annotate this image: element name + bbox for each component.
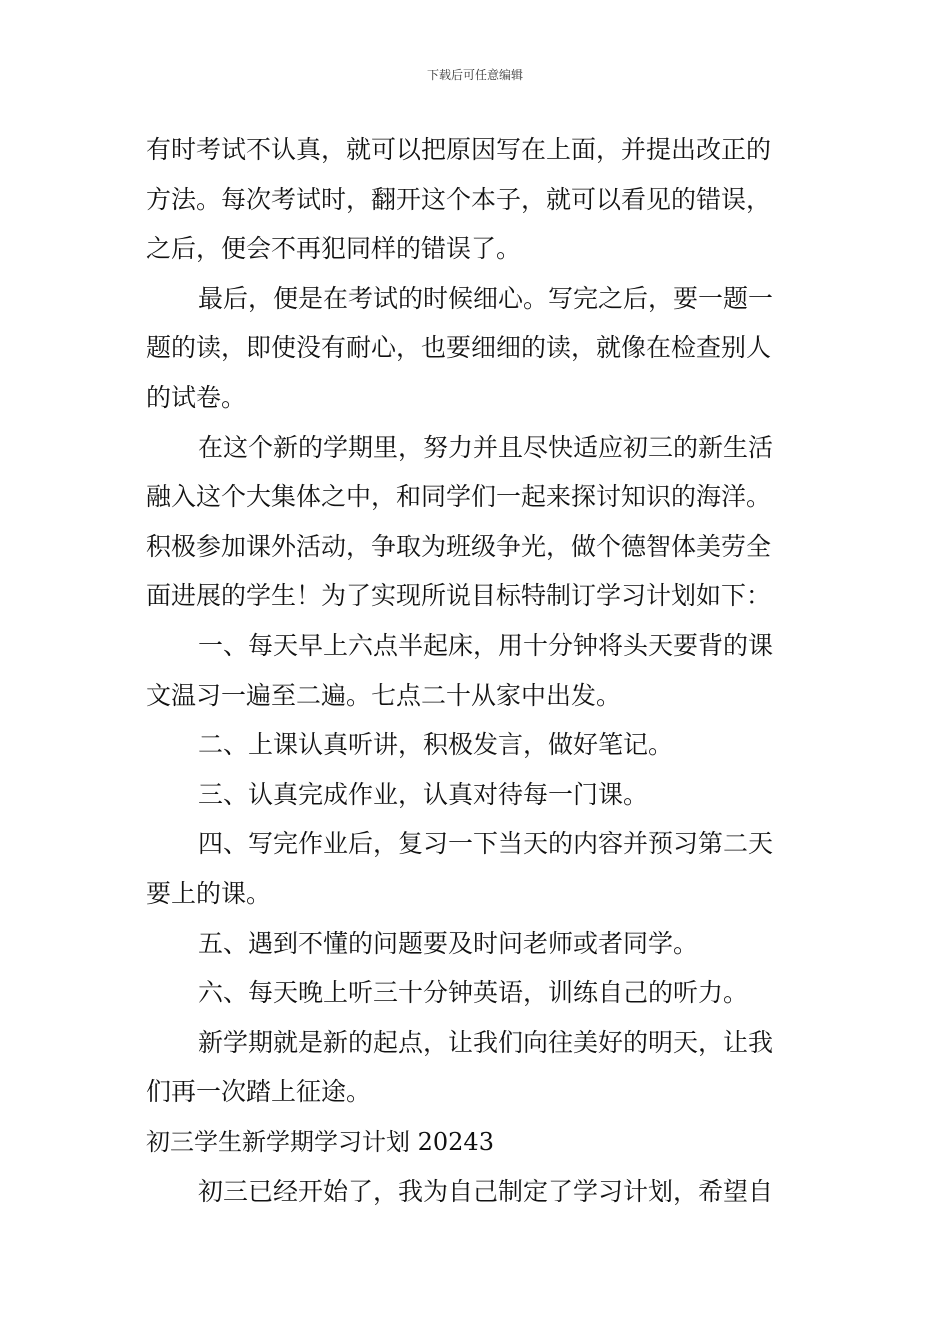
text-line: 六、每天晚上听三十分钟英语，训练自己的听力。: [198, 978, 749, 1007]
text-line: 文温习一遍至二遍。七点二十从家中出发。: [146, 681, 622, 710]
text-line: 三、认真完成作业，认真对待每一门课。: [198, 780, 649, 809]
text-line: 二、上课认真听讲，积极发言，做好笔记。: [198, 730, 674, 759]
text-line: 四、写完作业后，复习一下当天的内容并预习第二天: [198, 829, 774, 858]
section-title: 初三学生新学期学习计划 20243: [146, 1128, 494, 1156]
text-line: 有时考试不认真，就可以把原因写在上面，并提出改正的: [146, 135, 772, 164]
text-line: 融入这个大集体之中，和同学们一起来探讨知识的海洋。: [146, 482, 772, 511]
text-line: 新学期就是新的起点，让我们向往美好的明天，让我: [198, 1028, 774, 1057]
text-line: 们再一次踏上征途。: [146, 1077, 372, 1106]
text-line: 方法。每次考试时，翻开这个本子，就可以看见的错误，: [146, 185, 772, 214]
text-line: 之后，便会不再犯同样的错误了。: [146, 234, 522, 263]
text-line: 在这个新的学期里，努力并且尽快适应初三的新生活: [198, 433, 774, 462]
text-line: 五、遇到不懂的问题要及时问老师或者同学。: [198, 929, 699, 958]
text-line: 题的读，即使没有耐心，也要细细的读，就像在检查别人: [146, 333, 772, 362]
page-header: 下载后可任意编辑: [426, 68, 523, 82]
text-line: 初三已经开始了，我为自己制定了学习计划，希望自: [198, 1177, 774, 1206]
text-line: 面进展的学生！为了实现所说目标特制订学习计划如下：: [146, 581, 772, 610]
text-line: 要上的课。: [146, 879, 272, 908]
text-line: 最后，便是在考试的时候细心。写完之后，要一题一: [198, 284, 774, 313]
text-line: 积极参加课外活动，争取为班级争光，做个德智体美劳全: [146, 532, 772, 561]
text-line: 的试卷。: [146, 383, 247, 412]
text-line: 一、每天早上六点半起床，用十分钟将头天要背的课: [198, 631, 774, 660]
